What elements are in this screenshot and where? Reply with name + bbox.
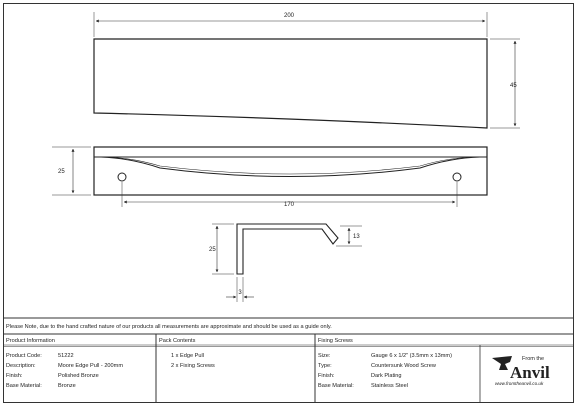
screw-material-label: Base Material: — [318, 383, 354, 389]
profile-height-label: 25 — [209, 247, 216, 253]
logo-from-the: From the — [522, 356, 545, 362]
finish-value: Polished Bronze — [58, 373, 99, 379]
base-height-label: 25 — [58, 169, 65, 175]
base-material-label: Base Material: — [6, 383, 42, 389]
screw-hole-right — [453, 173, 461, 181]
base-material-value: Bronze — [58, 383, 76, 389]
anvil-icon — [492, 356, 512, 370]
product-code-label: Product Code: — [6, 353, 42, 359]
fixing-screws-title: Fixing Screws — [318, 338, 353, 344]
overall-width-label: 200 — [283, 13, 295, 19]
disclaimer-note: Please Note, due to the hand crafted nature of our products all measurements are approximate and should be used as a guide only. — [6, 324, 332, 330]
logo-brand: Anvil — [510, 363, 550, 382]
screw-type-label: Type: — [318, 363, 332, 369]
screw-type-value: Countersunk Wood Screw — [371, 363, 436, 369]
screw-size-value: Gauge 6 x 1/2" (3.5mm x 13mm) — [371, 353, 452, 359]
pack-contents-title: Pack Contents — [159, 338, 196, 344]
screw-finish-value: Dark Plating — [371, 373, 402, 379]
profile-lip-label: 13 — [353, 234, 360, 240]
product-information-title: Product Information — [6, 338, 55, 344]
overall-height-label: 45 — [510, 83, 517, 89]
product-code-value: 51222 — [58, 353, 74, 359]
screw-hole-left — [118, 173, 126, 181]
screw-finish-label: Finish: — [318, 373, 335, 379]
hole-spacing-label: 170 — [283, 202, 295, 208]
logo-website: www.fromtheanvil.co.uk — [495, 381, 544, 386]
top-view — [94, 12, 520, 128]
pack-item: 1 x Edge Pull — [171, 353, 204, 359]
finish-label: Finish: — [6, 373, 23, 379]
info-table — [4, 318, 574, 402]
pack-item: 2 x Fixing Screws — [171, 363, 215, 369]
from-the-anvil-logo — [492, 356, 550, 386]
screw-material-value: Stainless Steel — [371, 383, 409, 389]
screw-size-label: Size: — [318, 353, 331, 359]
side-profile-view — [209, 224, 362, 302]
description-value: Moore Edge Pull - 200mm — [58, 363, 123, 369]
description-label: Description: — [6, 363, 36, 369]
front-view — [52, 147, 487, 208]
profile-thickness-label: 3 — [238, 290, 242, 296]
